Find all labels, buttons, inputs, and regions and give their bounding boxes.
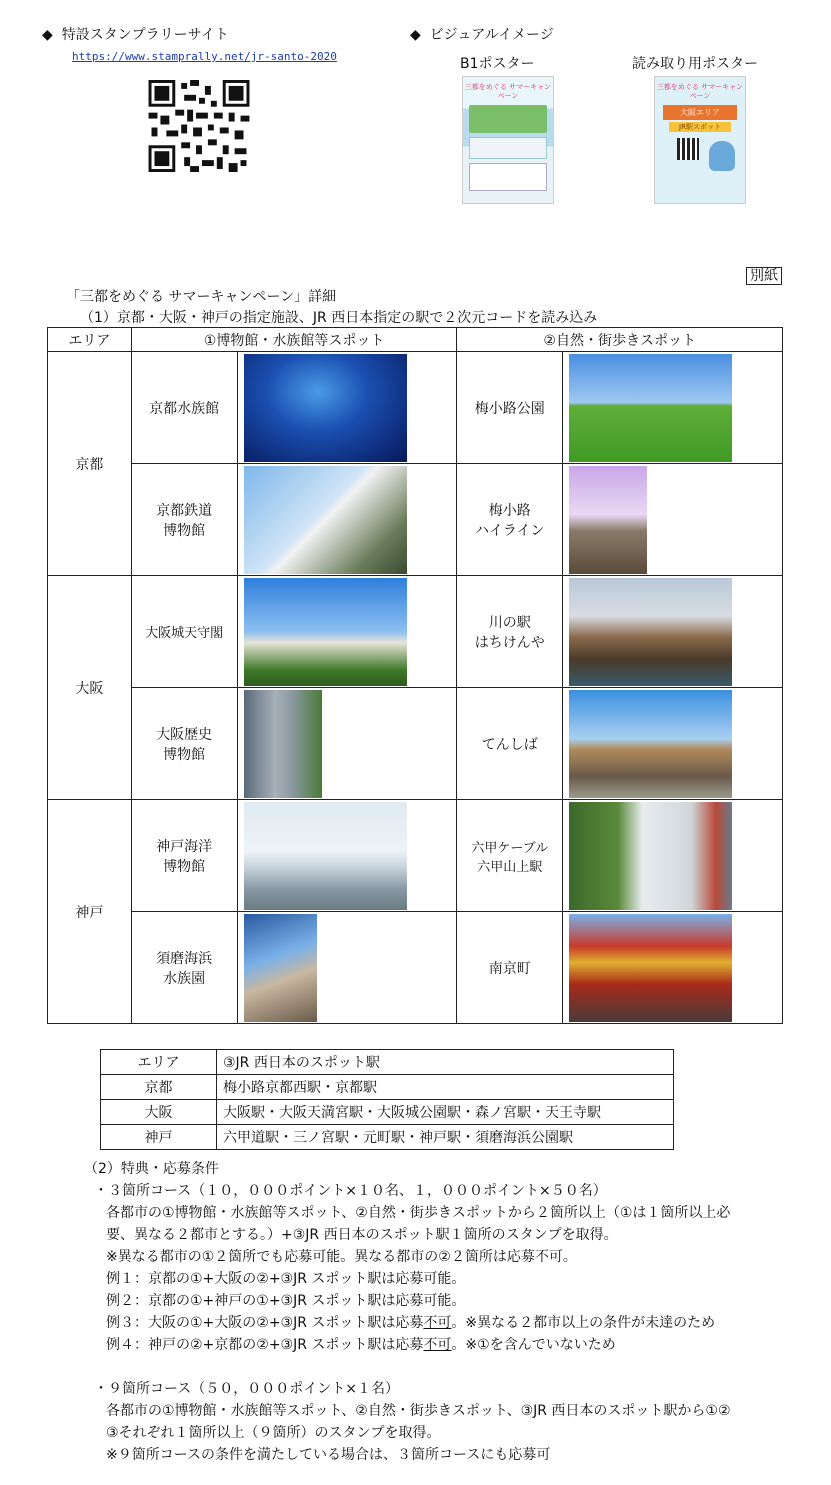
- area-kyoto: 京都: [48, 352, 132, 576]
- poster-qr-icon: [677, 138, 699, 160]
- nankinmachi-photo: [569, 914, 732, 1022]
- table-row: [101, 1075, 674, 1100]
- campaign-title: 「三都をめぐる サマーキャンペーン」詳細: [66, 289, 337, 305]
- course3-line1: 各都市の①博物館・水族館等スポット、②自然・街歩きスポットから２箇所以上（①は１箇所以上必: [106, 1205, 731, 1221]
- maritime-museum-photo: [244, 802, 407, 910]
- course9-line3: ※９箇所コースの条件を満たしている場合は、３箇所コースにも応募可: [106, 1447, 551, 1463]
- mascot-icon: [709, 141, 735, 171]
- railway-museum-photo: [244, 466, 407, 574]
- photo-cell: [237, 912, 457, 1024]
- section2-title: （2）特典・応募条件: [84, 1161, 219, 1177]
- station-table: [100, 1049, 674, 1150]
- spot-tenshiba: てんしば: [457, 688, 563, 800]
- spot-kyoto-aquarium: 京都水族館: [131, 352, 237, 464]
- spot-osaka-castle: 大阪城天守閣: [131, 576, 237, 688]
- station-header-station: ③JR 西日本のスポット駅: [217, 1050, 674, 1075]
- area-kobe: 神戸: [48, 800, 132, 1024]
- stamp-site-title: 特設スタンプラリーサイト: [61, 27, 229, 43]
- course9-line2: ③それぞれ１箇所以上（９箇所）のスタンプを取得。: [106, 1425, 441, 1441]
- station-header-area: エリア: [101, 1050, 217, 1075]
- table-row: [48, 688, 783, 800]
- visual-heading: [410, 24, 554, 44]
- poster-read-headline: 三都をめぐる サマーキャンペーン: [656, 83, 744, 100]
- poster-b1-label: B1ポスター: [460, 56, 535, 72]
- station-area: 神戸: [101, 1125, 217, 1150]
- course9-line1: 各都市の①博物館・水族館等スポット、②自然・街歩きスポット、③JR 西日本のスポット駅から①②: [106, 1403, 731, 1419]
- photo-cell: [237, 800, 457, 912]
- table-row: [48, 352, 783, 464]
- spot-umekoji-park: 梅小路公園: [457, 352, 563, 464]
- photo-cell: [563, 464, 783, 576]
- stamp-site-heading: [42, 24, 229, 44]
- header-museum: ①博物館・水族館等スポット: [131, 328, 457, 352]
- table-row: [101, 1100, 674, 1125]
- table-row: [48, 800, 783, 912]
- photo-cell: [237, 352, 457, 464]
- photo-cell: [563, 800, 783, 912]
- area-osaka: 大阪: [48, 576, 132, 800]
- castle-photo: [244, 578, 407, 686]
- poster-read-label: 読み取り用ポスター: [632, 56, 758, 72]
- course9-title: ・９箇所コース（５０，０００ポイント×１名）: [94, 1381, 400, 1397]
- header-area: エリア: [48, 328, 132, 352]
- suma-photo: [244, 914, 317, 1022]
- poster-area-badge: 大阪エリア: [663, 105, 737, 120]
- spot-maritime-museum: 神戸海洋 博物館: [131, 800, 237, 912]
- section1-title: （1）京都・大阪・神戸の指定施設、JR 西日本指定の駅で２次元コードを読み込み: [80, 310, 598, 326]
- conditions-section: [84, 1158, 804, 1466]
- table-row: [48, 576, 783, 688]
- park-photo: [569, 354, 732, 462]
- spot-nankinmachi: 南京町: [457, 912, 563, 1024]
- spot-history-museum: 大阪歴史 博物館: [131, 688, 237, 800]
- course3-example4: 例４：神戸の②+京都の②+③JR スポット駅は応募不可。※①を含んでいないため: [106, 1337, 616, 1353]
- photo-cell: [237, 576, 457, 688]
- diamond-bullet-icon: ◆: [42, 27, 53, 43]
- spot-rokko-cable: 六甲ケーブル 六甲山上駅: [457, 800, 563, 912]
- hachikenya-photo: [569, 578, 732, 686]
- photo-cell: [237, 688, 457, 800]
- photo-cell: [563, 352, 783, 464]
- course3-example3: 例３：大阪の①+大阪の②+③JR スポット駅は応募不可。※異なる２都市以上の条件が未達のため: [106, 1315, 716, 1331]
- table-row: [48, 464, 783, 576]
- table-row: [101, 1125, 674, 1150]
- station-area: 京都: [101, 1075, 217, 1100]
- history-museum-photo: [244, 690, 322, 798]
- spot-railway-museum: 京都鉄道 博物館: [131, 464, 237, 576]
- qr-code-icon: [148, 80, 250, 172]
- poster-read-image: [654, 76, 746, 204]
- photo-cell: [237, 464, 457, 576]
- course3-line3: ※異なる都市の①２箇所でも応募可能。異なる都市の②２箇所は応募不可。: [106, 1249, 577, 1265]
- visual-title: ビジュアルイメージ: [429, 27, 554, 43]
- highline-photo: [569, 466, 647, 574]
- aquarium-photo: [244, 354, 407, 462]
- photo-cell: [563, 576, 783, 688]
- course3-title: ・３箇所コース（１０，０００ポイント×１０名、１，０００ポイント×５０名）: [94, 1183, 607, 1199]
- photo-cell: [563, 688, 783, 800]
- annex-label: 別紙: [746, 265, 782, 285]
- spot-highline: 梅小路 ハイライン: [457, 464, 563, 576]
- header-nature: ②自然・街歩きスポット: [457, 328, 783, 352]
- spot-hachikenya: 川の駅 はちけんや: [457, 576, 563, 688]
- table-row: [48, 912, 783, 1024]
- tenshiba-photo: [569, 690, 732, 798]
- station-area: 大阪: [101, 1100, 217, 1125]
- station-list: 梅小路京都西駅・京都駅: [217, 1075, 674, 1100]
- spot-table: [47, 327, 783, 1024]
- course3-example1: 例１：京都の①+大阪の②+③JR スポット駅は応募可能。: [106, 1271, 466, 1287]
- station-list: 大阪駅・大阪天満宮駅・大阪城公園駅・森ノ宮駅・天王寺駅: [217, 1100, 674, 1125]
- station-list: 六甲道駅・三ノ宮駅・元町駅・神戸駅・須磨海浜公園駅: [217, 1125, 674, 1150]
- diamond-bullet-icon: ◆: [410, 27, 421, 43]
- rokko-photo: [569, 802, 732, 910]
- poster-b1-image: [462, 76, 554, 204]
- spot-suma-aquarium: 須磨海浜 水族園: [131, 912, 237, 1024]
- poster-b1-headline: 三都をめぐる サマーキャンペーン: [464, 83, 552, 100]
- poster-spot-badge: JR駅スポット: [669, 122, 731, 132]
- photo-cell: [563, 912, 783, 1024]
- stamp-site-link[interactable]: https://www.stamprally.net/jr-santo-2020: [72, 50, 337, 63]
- course3-line2: 要、異なる２都市とする。）+③JR 西日本のスポット駅１箇所のスタンプを取得。: [106, 1227, 618, 1243]
- course3-example2: 例２：京都の①+神戸の①+③JR スポット駅は応募可能。: [106, 1293, 466, 1309]
